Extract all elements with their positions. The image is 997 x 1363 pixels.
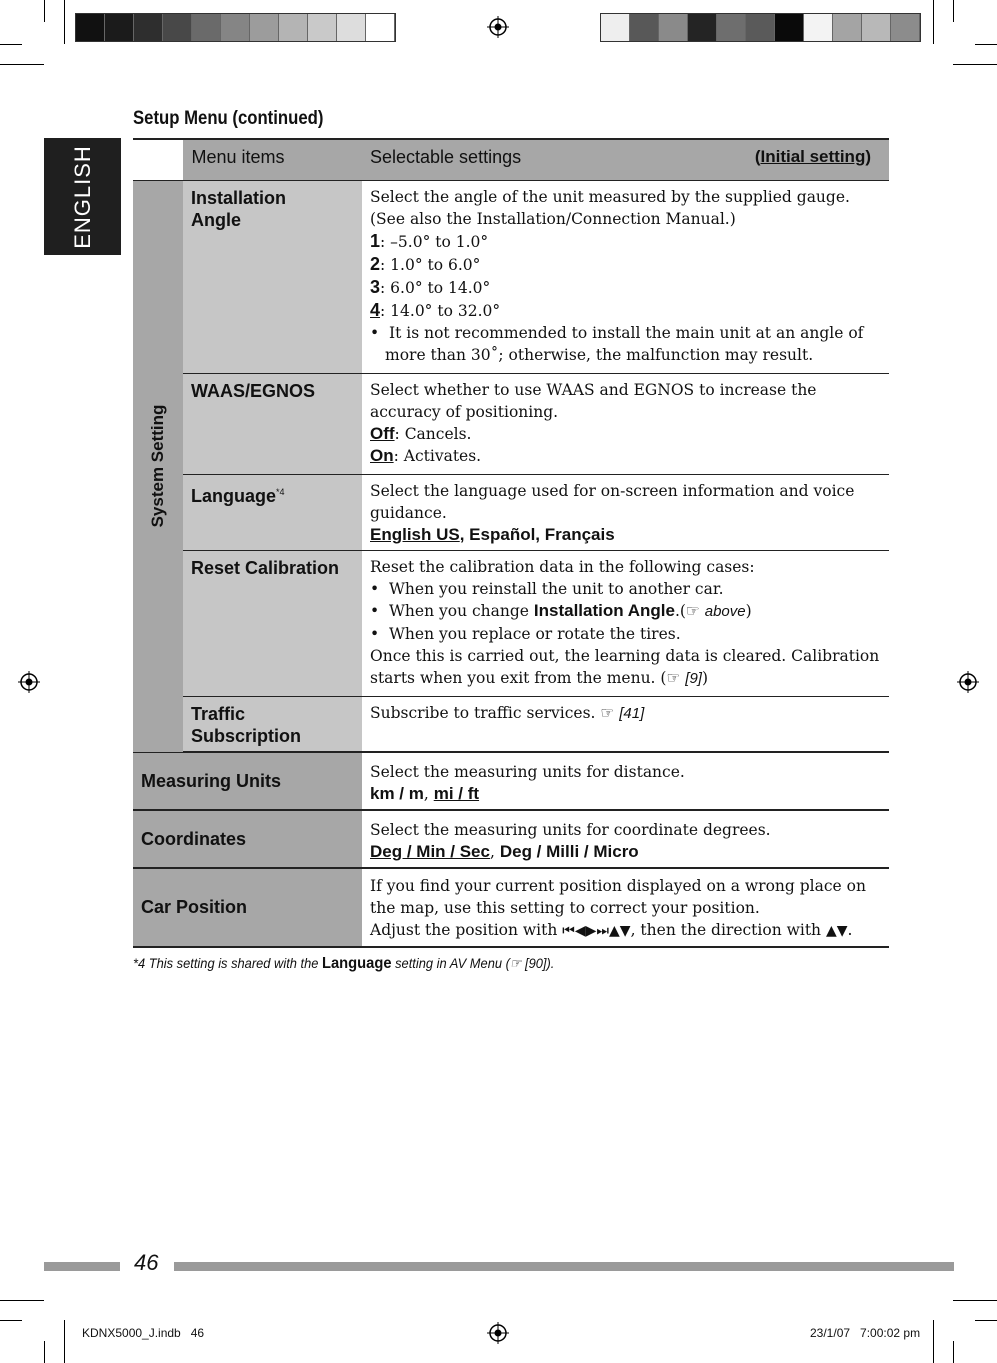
group-label: System Setting	[148, 404, 167, 528]
option-number: 2	[370, 254, 381, 274]
bullet-item: • When you replace or rotate the tires.	[370, 625, 681, 643]
footnote-bold: Language	[322, 955, 392, 972]
calibration-swatch	[76, 14, 105, 41]
crop-mark	[975, 1320, 997, 1321]
option-on: On	[370, 446, 394, 465]
separator: ,	[489, 843, 500, 861]
calibration-swatch	[221, 14, 250, 41]
registration-mark-icon	[18, 671, 40, 693]
item-installation-angle	[183, 181, 362, 374]
paren-open: (	[754, 147, 761, 166]
item-label: Installation	[191, 188, 287, 208]
option-text: : –5.0° to 1.0°	[380, 233, 489, 251]
desc-text	[370, 919, 881, 942]
desc-language	[362, 475, 889, 551]
bullet-item: • When you change Installation Angle.(☞ above)	[370, 601, 752, 620]
table-row	[133, 475, 889, 551]
table-header-row	[133, 139, 889, 181]
option-text: : 6.0° to 14.0°	[380, 279, 491, 297]
desc-text: Adjust the position with	[370, 921, 563, 939]
language-tab	[44, 138, 121, 255]
calibration-swatch	[717, 14, 746, 41]
registration-mark-icon	[957, 671, 979, 693]
desc-car-position	[362, 868, 889, 947]
section-title: Setup Menu (continued)	[133, 108, 324, 129]
option-km: km / m	[370, 784, 424, 803]
desc-measuring-units	[362, 752, 889, 810]
header-selectable-label: Selectable settings	[370, 147, 522, 167]
calibration-swatch	[105, 14, 134, 41]
table-row	[133, 181, 889, 374]
item-label: Language	[191, 486, 277, 506]
separator: ,	[423, 785, 434, 803]
desc-traffic-subscription	[362, 697, 889, 753]
calibration-swatch	[163, 14, 192, 41]
footer-rule-right	[174, 1262, 954, 1271]
item-coordinates: Coordinates	[133, 810, 362, 868]
desc-text: Select the measuring units for distance.	[370, 763, 685, 781]
table-row	[133, 868, 889, 947]
bullet-bold: Installation Angle	[533, 601, 675, 620]
header-initial-setting	[755, 147, 871, 167]
crop-mark	[0, 1300, 44, 1301]
calibration-swatch	[746, 14, 775, 41]
crop-mark	[933, 0, 934, 44]
item-language	[183, 475, 362, 551]
option-line	[370, 253, 881, 276]
item-label: Traffic	[191, 704, 246, 724]
note-text: It is not recommended to install the main unit at an angle of more than 30˚; otherwise, the malfunction may result.	[385, 324, 864, 364]
cross-ref: [9]	[685, 670, 702, 687]
bullet-text: )	[745, 602, 752, 620]
crop-mark	[0, 44, 22, 45]
item-waas-egnos: WAAS/EGNOS	[183, 374, 362, 475]
table-row	[133, 374, 889, 475]
desc-text: .	[847, 921, 853, 939]
calibration-swatch	[134, 14, 163, 41]
registration-mark-icon	[487, 16, 509, 38]
option-deg-milli-micro: Deg / Milli / Micro	[499, 842, 639, 861]
slug-timestamp: 23/1/07 7:00:02 pm	[810, 1326, 921, 1340]
option-number: 3	[370, 277, 381, 297]
crop-mark	[64, 1320, 65, 1363]
table-row	[133, 551, 889, 697]
option-number: 1	[370, 231, 381, 251]
cross-ref: [41]	[619, 705, 645, 722]
color-calibration-strip-right	[600, 13, 921, 42]
crop-mark	[44, 0, 45, 22]
page-number: 46	[134, 1250, 159, 1275]
slug-filename: KDNX5000_J.indb 46	[82, 1326, 205, 1340]
option-line	[370, 299, 881, 322]
footnote	[133, 955, 554, 973]
arrow-keys-icon: ⏮◀▶⏭▲▼	[562, 923, 631, 939]
option-text: : 1.0° to 6.0°	[380, 256, 481, 274]
paren-close: )	[865, 147, 871, 166]
option-line	[370, 423, 881, 445]
group-cell	[133, 181, 183, 753]
option-text: : 14.0° to 32.0°	[380, 302, 501, 320]
item-label: Angle	[191, 210, 242, 230]
desc-reset-calibration	[362, 551, 889, 697]
crop-mark	[953, 1300, 997, 1301]
crop-mark	[953, 64, 997, 65]
option-line	[370, 841, 881, 863]
desc-text: Select the angle of the unit measured by the supplied gauge. (See also the Installation/Connection Manual.)	[370, 188, 850, 228]
item-reset-calibration: Reset Calibration	[183, 551, 362, 697]
crop-mark	[0, 1320, 22, 1321]
bullet-text: .(☞	[674, 602, 705, 620]
desc-waas-egnos	[362, 374, 889, 475]
item-traffic-subscription	[183, 697, 362, 753]
calibration-swatch	[659, 14, 688, 41]
bullet-text: When you change	[389, 602, 534, 620]
note-bullet: • It is not recommended to install the main unit at an angle of more than 30˚; otherwise, the malfunction may result.	[370, 324, 864, 364]
calibration-swatch	[601, 14, 630, 41]
crop-mark	[953, 1341, 954, 1363]
option-line	[370, 276, 881, 299]
desc-text: Select the language used for on-screen information and voice guidance.	[370, 482, 855, 522]
bullet-text: When you replace or rotate the tires.	[389, 625, 681, 643]
table-row	[133, 697, 889, 753]
option-off: Off	[370, 424, 395, 443]
calibration-swatch	[279, 14, 308, 41]
calibration-swatch	[192, 14, 221, 41]
desc-text: Select whether to use WAAS and EGNOS to increase the accuracy of positioning.	[370, 381, 817, 421]
option-text: : Activates.	[393, 447, 482, 465]
initial-setting-label: Initial setting	[760, 147, 866, 166]
item-measuring-units: Measuring Units	[133, 752, 362, 810]
calibration-swatch	[337, 14, 366, 41]
option-default: English US	[370, 525, 460, 544]
desc-text: Once this is carried out, the learning data is cleared. Calibration starts when you exit from the menu. (☞	[370, 647, 880, 687]
option-line	[370, 445, 881, 467]
header-selectable-settings	[362, 139, 889, 181]
calibration-swatch	[833, 14, 862, 41]
calibration-swatch	[630, 14, 659, 41]
table-row	[133, 752, 889, 810]
desc-text: Subscribe to traffic services. ☞	[370, 704, 620, 722]
desc-text: , then the direction with	[630, 921, 826, 939]
bullet-item: • When you reinstall the unit to another car.	[370, 580, 724, 598]
option-number: 4	[370, 300, 381, 320]
footnote-text: setting in AV Menu (☞ [90]).	[391, 955, 555, 971]
crop-mark	[0, 64, 44, 65]
header-menu-items: Menu items	[183, 139, 362, 181]
calibration-swatch	[891, 14, 920, 41]
desc-text: )	[701, 669, 709, 687]
calibration-swatch	[862, 14, 891, 41]
option-line	[370, 783, 881, 805]
language-tab-label: ENGLISH	[69, 144, 95, 249]
option-text: : Cancels.	[394, 425, 472, 443]
crop-mark	[933, 1320, 934, 1363]
option-mi: mi / ft	[433, 784, 480, 803]
desc-coordinates	[362, 810, 889, 868]
calibration-swatch	[308, 14, 337, 41]
option-text: , Español, Français	[459, 525, 615, 544]
calibration-swatch	[775, 14, 804, 41]
item-label: Subscription	[191, 726, 302, 746]
crop-mark	[975, 44, 997, 45]
desc-installation-angle	[362, 181, 889, 374]
footer-rule-left	[44, 1262, 120, 1271]
table-row	[133, 810, 889, 868]
crop-mark	[64, 0, 65, 44]
calibration-swatch	[688, 14, 717, 41]
setup-menu-table	[133, 138, 889, 948]
cross-ref: above	[704, 603, 746, 620]
footnote-text: *4 This setting is shared with the	[133, 955, 323, 971]
registration-mark-icon	[487, 1322, 509, 1344]
crop-mark	[44, 1341, 45, 1363]
desc-text	[370, 645, 881, 690]
option-line	[370, 230, 881, 253]
option-deg-min-sec: Deg / Min / Sec	[370, 842, 490, 861]
crop-mark	[953, 0, 954, 22]
calibration-swatch	[366, 14, 395, 41]
footnote-ref: *4	[276, 487, 285, 497]
desc-text: Reset the calibration data in the following cases:	[370, 558, 755, 576]
option-line	[370, 524, 881, 546]
up-down-keys-icon: ▲▼	[825, 923, 848, 939]
color-calibration-strip-left	[75, 13, 396, 42]
item-car-position: Car Position	[133, 868, 362, 947]
desc-text: Select the measuring units for coordinate degrees.	[370, 821, 771, 839]
bullet-text: When you reinstall the unit to another car.	[389, 580, 724, 598]
calibration-swatch	[250, 14, 279, 41]
desc-text: If you find your current position displayed on a wrong place on the map, use this setting to correct your position.	[370, 877, 866, 917]
calibration-swatch	[804, 14, 833, 41]
